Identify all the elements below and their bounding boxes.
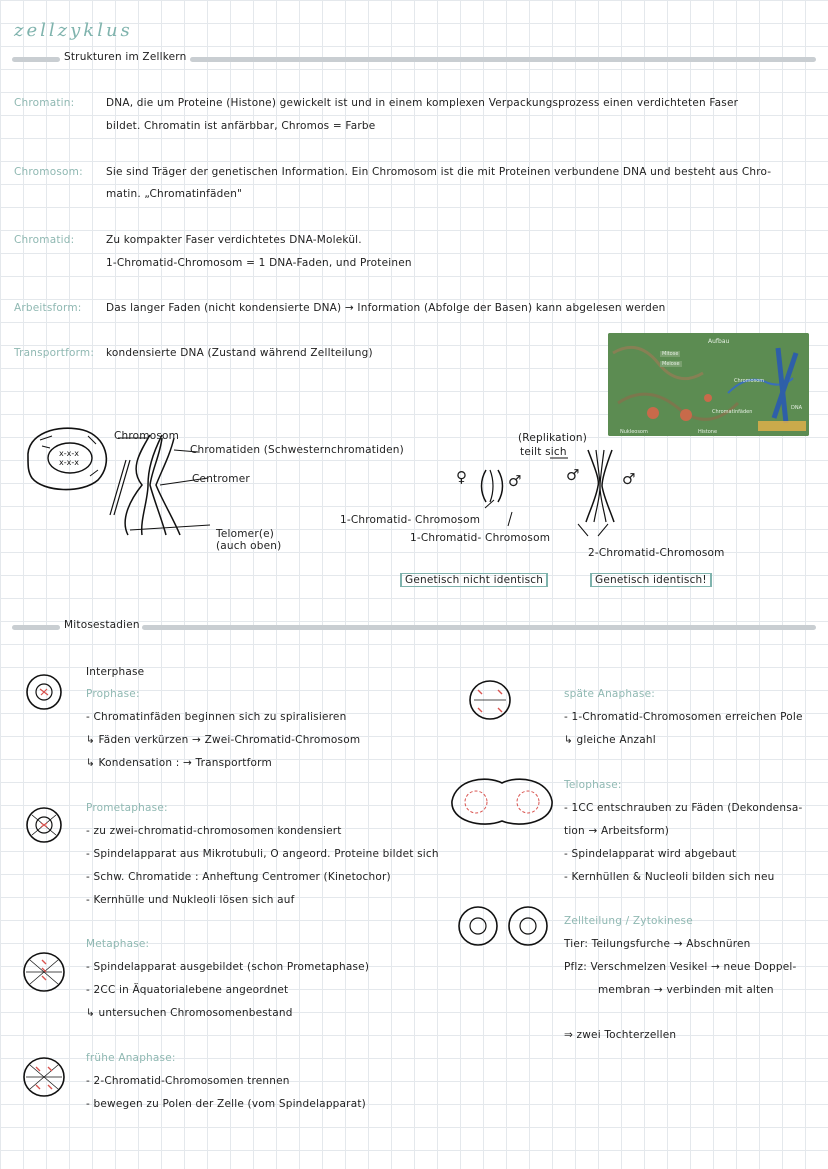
cytokinese-line: Tier: Teilungsfurche → Abschnüren bbox=[564, 938, 751, 950]
stage-late-anaphase: späte Anaphase: bbox=[564, 688, 655, 700]
label-two-chromatid: 2-Chromatid-Chromosom bbox=[588, 547, 725, 559]
early-anaphase-line: - bewegen zu Polen der Zelle (vom Spindelapparat) bbox=[86, 1098, 366, 1110]
section-bar bbox=[12, 57, 60, 62]
image-label-chromatinfaeden: Chromatinfäden bbox=[712, 409, 753, 415]
def-chromatid-line2: 1-Chromatid-Chromosom = 1 DNA-Faden, und Proteinen bbox=[106, 257, 412, 269]
def-chromatid-line1: Zu kompakter Faser verdichtetes DNA-Molekül. bbox=[106, 234, 362, 246]
stage-metaphase: Metaphase: bbox=[86, 938, 150, 950]
male-symbol: ♂ bbox=[508, 472, 522, 490]
prometaphase-line: - Schw. Chromatide : Anheftung Centromer (Kinetochor) bbox=[86, 871, 391, 883]
def-chromatin-line2: bildet. Chromatin ist anfärbbar, Chromos = Farbe bbox=[106, 120, 376, 132]
note-not-identical: Genetisch nicht identisch bbox=[400, 573, 548, 587]
image-label-mitose: Mitose bbox=[662, 351, 679, 357]
female-symbol: ♀ bbox=[456, 468, 468, 486]
prophase-line: ↳ Kondensation : → Transportform bbox=[86, 757, 272, 769]
def-arbeitsform: Das langer Faden (nicht kondensierte DNA) → Information (Abfolge der Basen) kann abgelesen werden bbox=[106, 302, 666, 314]
label-chromatiden: Chromatiden (Schwesternchromatiden) bbox=[190, 444, 404, 456]
stage-prometaphase: Prometaphase: bbox=[86, 802, 168, 814]
early-anaphase-line: - 2-Chromatid-Chromosomen trennen bbox=[86, 1075, 290, 1087]
label-chromosom: Chromosom bbox=[114, 430, 180, 442]
term-chromatid: Chromatid: bbox=[14, 234, 75, 246]
stage-prophase: Prophase: bbox=[86, 688, 140, 700]
section-heading-mitosestadien: Mitosestadien bbox=[64, 619, 140, 631]
image-label-dna: DNA bbox=[791, 405, 803, 411]
image-label-aufbau: Aufbau bbox=[708, 338, 730, 345]
section-bar bbox=[142, 625, 816, 630]
late-anaphase-line: - 1-Chromatid-Chromosomen erreichen Pole bbox=[564, 711, 803, 723]
label-one-chromatid-b: 1-Chromatid- Chromosom bbox=[410, 532, 551, 544]
image-label-meiose: Meiose bbox=[662, 361, 680, 367]
telophase-cell-icon bbox=[446, 775, 558, 829]
cytokinese-result: ⇒ zwei Tochterzellen bbox=[564, 1029, 677, 1041]
male-symbol-2: ♂ bbox=[566, 466, 580, 484]
telophase-line: - 1CC entschrauben zu Fäden (Dekondensa- bbox=[564, 802, 803, 814]
label-one-chromatid-a: 1-Chromatid- Chromosom bbox=[340, 514, 481, 526]
def-chromosom-line1: Sie sind Träger der genetischen Information. Ein Chromosom ist die mit Proteinen verbundene DNA und besteht aus Chro- bbox=[106, 166, 772, 178]
image-label-nukleosom: Nukleosom bbox=[620, 429, 648, 435]
def-chromatin-line1: DNA, die um Proteine (Histone) gewickelt ist und in einem komplexen Verpackungsprozess einen verdichteten Faser bbox=[106, 97, 739, 109]
prophase-line: ↳ Fäden verkürzen → Zwei-Chromatid-Chromosom bbox=[86, 734, 361, 746]
prometaphase-line: - Kernhülle und Nukleoli lösen sich auf bbox=[86, 894, 295, 906]
cytokinese-line: membran → verbinden mit alten bbox=[598, 984, 774, 996]
male-symbol-3: ♂ bbox=[622, 470, 636, 488]
metaphase-line: - Spindelapparat ausgebildet (schon Prometaphase) bbox=[86, 961, 370, 973]
prometaphase-line: - Spindelapparat aus Mikrotubuli, O angeord. Proteine bildet sich bbox=[86, 848, 439, 860]
telophase-line: - Spindelapparat wird abgebaut bbox=[564, 848, 737, 860]
prophase-line: - Chromatinfäden beginnen sich zu spiralisieren bbox=[86, 711, 347, 723]
prometaphase-cell-icon bbox=[24, 805, 64, 845]
svg-text:x-x-x: x-x-x bbox=[59, 458, 79, 467]
term-transportform: Transportform: bbox=[14, 347, 95, 359]
label-telomer-note: (auch oben) bbox=[216, 540, 282, 552]
section-heading-strukturen: Strukturen im Zellkern bbox=[64, 51, 187, 63]
cytokinese-cell-icon-2 bbox=[506, 904, 550, 948]
prophase-cell-icon bbox=[24, 672, 64, 712]
telophase-line: - Kernhüllen & Nucleoli bilden sich neu bbox=[564, 871, 775, 883]
def-chromosom-line2: matin. „Chromatinfäden" bbox=[106, 188, 243, 200]
metaphase-cell-icon bbox=[22, 950, 66, 994]
label-teilt-sich: teilt sich bbox=[520, 446, 567, 458]
section-bar bbox=[190, 57, 816, 62]
svg-text:x-x-x: x-x-x bbox=[59, 449, 79, 458]
late-anaphase-cell-icon bbox=[468, 678, 512, 722]
image-label-chromosom: Chromosom bbox=[734, 378, 765, 384]
section-bar bbox=[12, 625, 60, 630]
metaphase-line: - 2CC in Äquatorialebene angeordnet bbox=[86, 984, 289, 996]
stage-telophase: Telophase: bbox=[564, 779, 622, 791]
def-transportform: kondensierte DNA (Zustand während Zellteilung) bbox=[106, 347, 373, 359]
telophase-line: tion → Arbeitsform) bbox=[564, 825, 670, 837]
chromosome-structure-illustration bbox=[608, 333, 809, 436]
image-label-histone: Histone bbox=[698, 429, 718, 435]
term-chromatin: Chromatin: bbox=[14, 97, 75, 109]
term-chromosom: Chromosom: bbox=[14, 166, 83, 178]
page-title: zellzyklus bbox=[14, 20, 133, 41]
prometaphase-line: - zu zwei-chromatid-chromosomen kondensiert bbox=[86, 825, 342, 837]
stage-cytokinese: Zellteilung / Zytokinese bbox=[564, 915, 693, 927]
label-replikation: (Replikation) bbox=[518, 432, 588, 444]
stage-early-anaphase: frühe Anaphase: bbox=[86, 1052, 176, 1064]
metaphase-line: ↳ untersuchen Chromosomenbestand bbox=[86, 1007, 293, 1019]
chromosome-structure-image bbox=[608, 333, 809, 436]
cytokinese-line: Pflz: Verschmelzen Vesikel → neue Doppel- bbox=[564, 961, 797, 973]
cytokinese-cell-icon-1 bbox=[456, 904, 500, 948]
note-identical: Genetisch identisch! bbox=[590, 573, 712, 587]
late-anaphase-line: ↳ gleiche Anzahl bbox=[564, 734, 656, 746]
stage-interphase: Interphase bbox=[86, 666, 145, 678]
label-telomer: Telomer(e) bbox=[216, 528, 275, 540]
label-centromer: Centromer bbox=[192, 473, 250, 485]
term-arbeitsform: Arbeitsform: bbox=[14, 302, 82, 314]
early-anaphase-cell-icon bbox=[22, 1055, 66, 1099]
